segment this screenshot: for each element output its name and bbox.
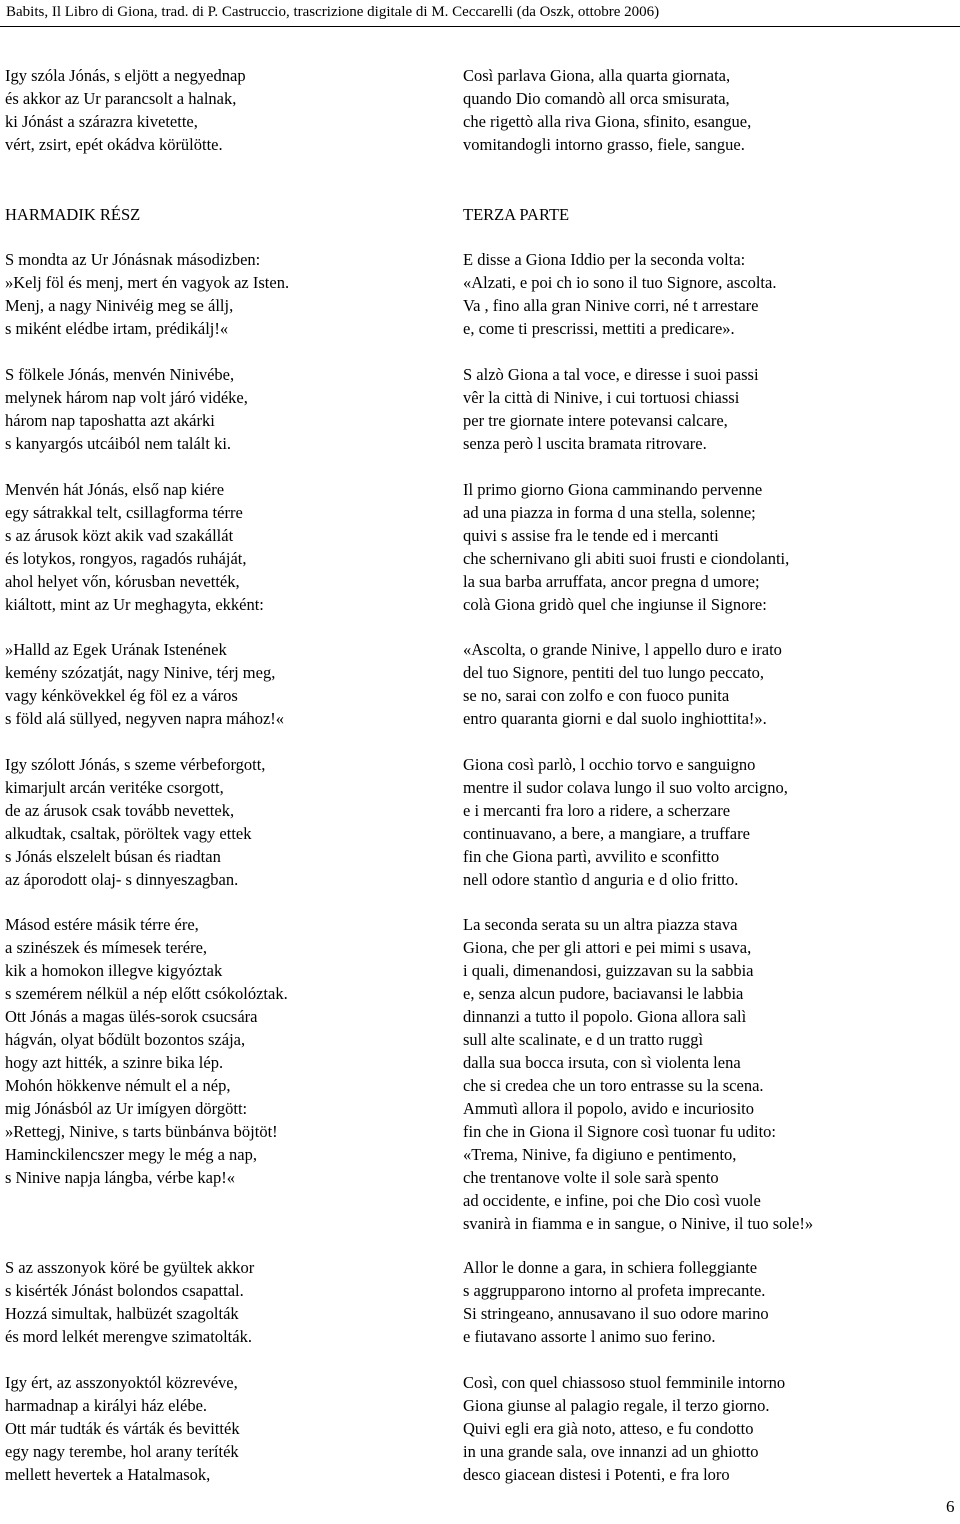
italian-verse-line: «Ascolta, o grande Ninive, l appello duro e irato xyxy=(463,640,782,659)
hungarian-verse-line: S fölkele Jónás, menvén Ninivébe, xyxy=(5,365,235,384)
hungarian-verse-line: kik a homokon illegve kigyóztak xyxy=(5,961,223,980)
hungarian-verse-line: Másod estére másik térre ére, xyxy=(5,915,199,934)
italian-verse-line: S alzò Giona a tal voce, e diresse i suoi passi xyxy=(463,365,759,384)
italian-verse-line: Il primo giorno Giona camminando pervenne xyxy=(463,480,763,499)
hungarian-verse-line: a szinészek és mímesek terére, xyxy=(5,938,208,957)
italian-verse-line: dalla sua bocca irsuta, con sì violenta lena xyxy=(463,1053,741,1072)
hungarian-verse-line: Ott Jónás a magas ülés-sorok csucsára xyxy=(5,1007,258,1026)
italian-verse-line: e, come ti prescrissi, mettiti a predicare». xyxy=(463,319,735,338)
italian-verse-line: La seconda serata su un altra piazza stava xyxy=(463,915,738,934)
hungarian-verse-line: egy sátrakkal telt, csillagforma térre xyxy=(5,503,243,522)
italian-verse-line: che schernivano gli abiti suoi frusti e ciondolanti, xyxy=(463,549,790,568)
hungarian-verse-line: kimarjult arcán veritéke csorgott, xyxy=(5,778,224,797)
hungarian-verse-line: és lotykos, rongyos, ragadós ruháját, xyxy=(5,549,247,568)
hungarian-verse-line: s Jónás elszelelt búsan és riadtan xyxy=(5,847,221,866)
italian-verse-line: e, senza alcun pudore, baciavansi le labbia xyxy=(463,984,744,1003)
hungarian-verse-line: s az árusok közt akik vad szakállát xyxy=(5,526,234,545)
hungarian-verse-line: kemény szózatját, nagy Ninive, térj meg, xyxy=(5,663,276,682)
hungarian-verse-line: és mord lelkét merengve szimatolták. xyxy=(5,1327,252,1346)
italian-verse-line: dinnanzi a tutto il popolo. Giona allora salì xyxy=(463,1007,747,1026)
page-number: 6 xyxy=(946,1497,955,1516)
hungarian-verse-line: de az árusok csak tovább nevettek, xyxy=(5,801,235,820)
hungarian-verse-line: melynek három nap volt járó vidéke, xyxy=(5,388,248,407)
italian-verse-line: che rigettò alla riva Giona, sfinito, esangue, xyxy=(463,112,752,131)
italian-verse-line: vêr la città di Ninive, i cui tortuosi chiassi xyxy=(463,388,740,407)
italian-verse-line: del tuo Signore, pentiti del tuo lungo peccato, xyxy=(463,663,765,682)
italian-verse-line: i quali, dimenandosi, guizzavan su la sabbia xyxy=(463,961,754,980)
header-rule xyxy=(0,26,960,27)
italian-verse-line: TERZA PARTE xyxy=(463,205,570,224)
italian-verse-line: fin che in Giona il Signore così tuonar fu udito: xyxy=(463,1122,776,1141)
italian-verse-line: Si stringeano, annusavano il suo odore marino xyxy=(463,1304,769,1323)
italian-verse-line: sull alte scalinate, e d un tratto ruggì xyxy=(463,1030,704,1049)
hungarian-verse-line: három nap taposhatta azt akárki xyxy=(5,411,215,430)
italian-verse-line: Allor le donne a gara, in schiera folleggiante xyxy=(463,1258,758,1277)
hungarian-verse-line: »Kelj föl és menj, mert én vagyok az Isten. xyxy=(5,273,290,292)
italian-verse-line: ad occidente, e infine, poi che Dio così vuole xyxy=(463,1191,761,1210)
hungarian-verse-line: hágván, olyat bődült bozontos szája, xyxy=(5,1030,246,1049)
italian-verse-line: Ammutì allora il popolo, avido e incuriosito xyxy=(463,1099,754,1118)
italian-verse-line: quivi s assise fra le tende ed i mercanti xyxy=(463,526,719,545)
hungarian-verse-line: mig Jónásból az Ur imígyen dörgött: xyxy=(5,1099,248,1118)
italian-verse-line: «Alzati, e poi ch io sono il tuo Signore, ascolta. xyxy=(463,273,777,292)
hungarian-verse-line: harmadnap a királyi ház elébe. xyxy=(5,1396,208,1415)
italian-verse-line: che si credea che un toro entrasse su la scena. xyxy=(463,1076,764,1095)
hungarian-verse-line: Haminckilencszer megy le még a nap, xyxy=(5,1145,257,1164)
italian-verse-line: e fiutavano assorte l animo suo ferino. xyxy=(463,1327,716,1346)
italian-verse-line: fin che Giona partì, avvilito e sconfitto xyxy=(463,847,720,866)
hungarian-verse-line: Mohón hökkenve némult el a nép, xyxy=(5,1076,231,1095)
hungarian-verse-line: Hozzá simultak, halbüzét szagolták xyxy=(5,1304,239,1323)
hungarian-verse-line: s kanyargós utcáiból nem talált ki. xyxy=(5,434,232,453)
italian-verse-line: che trentanove volte il sole sarà spento xyxy=(463,1168,719,1187)
hungarian-verse-line: egy nagy terembe, hol arany teríték xyxy=(5,1442,239,1461)
italian-verse-line: in una grande sala, ove innanzi ad un ghiotto xyxy=(463,1442,759,1461)
hungarian-verse-line: »Rettegj, Ninive, s tarts bünbánva böjtöt! xyxy=(5,1122,278,1141)
italian-verse-line: la sua barba arruffata, ancor pregna d umore; xyxy=(463,572,760,591)
italian-verse-line: E disse a Giona Iddio per la seconda volta: xyxy=(463,250,746,269)
italian-verse-line: colà Giona gridò quel che ingiunse il Signore: xyxy=(463,595,767,614)
hungarian-verse-line: az áporodott olaj- s dinnyeszagban. xyxy=(5,870,239,889)
italian-verse-line: nell odore stantìo d anguria e d olio fritto. xyxy=(463,870,739,889)
hungarian-verse-line: vagy kénkövekkel ég föl ez a város xyxy=(5,686,238,705)
italian-verse-line: desco giacean distesi i Potenti, e fra loro xyxy=(463,1465,730,1484)
hungarian-verse-line: HARMADIK RÉSZ xyxy=(5,205,141,224)
italian-verse-line: Giona così parlò, l occhio torvo e sanguigno xyxy=(463,755,756,774)
italian-verse-line: Così, con quel chiassoso stuol femminile intorno xyxy=(463,1373,786,1392)
hungarian-verse-line: s Ninive napja lángba, vérbe kap!« xyxy=(5,1168,236,1187)
italian-verse-line: per tre giornate intere potevansi calcare, xyxy=(463,411,728,430)
hungarian-verse-line: ahol helyet vőn, kórusban nevették, xyxy=(5,572,240,591)
italian-verse-line: continuavano, a bere, a mangiare, a truffare xyxy=(463,824,750,843)
italian-verse-line: s aggrupparono intorno al profeta imprecante. xyxy=(463,1281,766,1300)
hungarian-verse-line: s miként elédbe irtam, prédikálj!« xyxy=(5,319,229,338)
italian-verse-line: Quivi egli era già noto, atteso, e fu condotto xyxy=(463,1419,754,1438)
italian-verse-line: Va , fino alla gran Ninive corri, né t arrestare xyxy=(463,296,759,315)
italian-verse-line: senza però l uscita bramata ritrovare. xyxy=(463,434,707,453)
hungarian-verse-line: »Halld az Egek Urának Istenének xyxy=(5,640,227,659)
italian-verse-line: vomitandogli intorno grasso, fiele, sangue. xyxy=(463,135,745,154)
hungarian-verse-line: ki Jónást a szárazra kivetette, xyxy=(5,112,198,131)
hungarian-verse-line: és akkor az Ur parancsolt a halnak, xyxy=(5,89,237,108)
italian-verse-line: entro quaranta giorni e dal suolo inghiottita!». xyxy=(463,709,767,728)
italian-verse-line: «Trema, Ninive, fa digiuno e pentimento, xyxy=(463,1145,737,1164)
hungarian-verse-line: Menj, a nagy Ninivéig meg se állj, xyxy=(5,296,234,315)
hungarian-verse-line: Menvén hát Jónás, első nap kiére xyxy=(5,480,225,499)
italian-verse-line: Giona giunse al palagio regale, il terzo giorno. xyxy=(463,1396,770,1415)
hungarian-verse-line: S mondta az Ur Jónásnak másodizben: xyxy=(5,250,261,269)
hungarian-verse-line: s kisérték Jónást bolondos csapattal. xyxy=(5,1281,244,1300)
italian-verse-line: e i mercanti fra loro a ridere, a scherzare xyxy=(463,801,731,820)
running-header: Babits, Il Libro di Giona, trad. di P. Castruccio, trascrizione digitale di M. Ceccarelli (da Oszk, ottobre 2006) xyxy=(6,4,660,20)
hungarian-verse-line: kiáltott, mint az Ur meghagyta, ekként: xyxy=(5,595,264,614)
italian-verse-line: quando Dio comandò all orca smisurata, xyxy=(463,89,730,108)
hungarian-verse-line: vért, zsirt, epét okádva körülötte. xyxy=(5,135,223,154)
hungarian-verse-line: Ott már tudták és várták és bevitték xyxy=(5,1419,240,1438)
italian-verse-line: ad una piazza in forma d una stella, solenne; xyxy=(463,503,756,522)
italian-verse-line: Così parlava Giona, alla quarta giornata, xyxy=(463,66,731,85)
hungarian-verse-line: s föld alá süllyed, negyven napra mához!« xyxy=(5,709,285,728)
hungarian-verse-line: s szemérem nélkül a nép előtt csókolóztak. xyxy=(5,984,288,1003)
hungarian-verse-line: Igy ért, az asszonyoktól közrevéve, xyxy=(5,1373,238,1392)
hungarian-verse-line: hogy azt hitték, a szinre bika lép. xyxy=(5,1053,224,1072)
italian-verse-line: mentre il sudor colava lungo il suo volto arcigno, xyxy=(463,778,788,797)
hungarian-verse-line: mellett hevertek a Hatalmasok, xyxy=(5,1465,211,1484)
italian-verse-line: Giona, che per gli attori e pei mimi s usava, xyxy=(463,938,752,957)
hungarian-verse-line: S az asszonyok köré be gyültek akkor xyxy=(5,1258,255,1277)
hungarian-verse-line: Igy szólott Jónás, s szeme vérbeforgott, xyxy=(5,755,266,774)
hungarian-verse-line: alkudtak, csaltak, pöröltek vagy ettek xyxy=(5,824,252,843)
italian-verse-line: se no, sarai con zolfo e con fuoco punita xyxy=(463,686,730,705)
hungarian-verse-line: Igy szóla Jónás, s eljött a negyednap xyxy=(5,66,246,85)
italian-verse-line: svanirà in fiamma e in sangue, o Ninive, il tuo sole!» xyxy=(463,1214,814,1233)
